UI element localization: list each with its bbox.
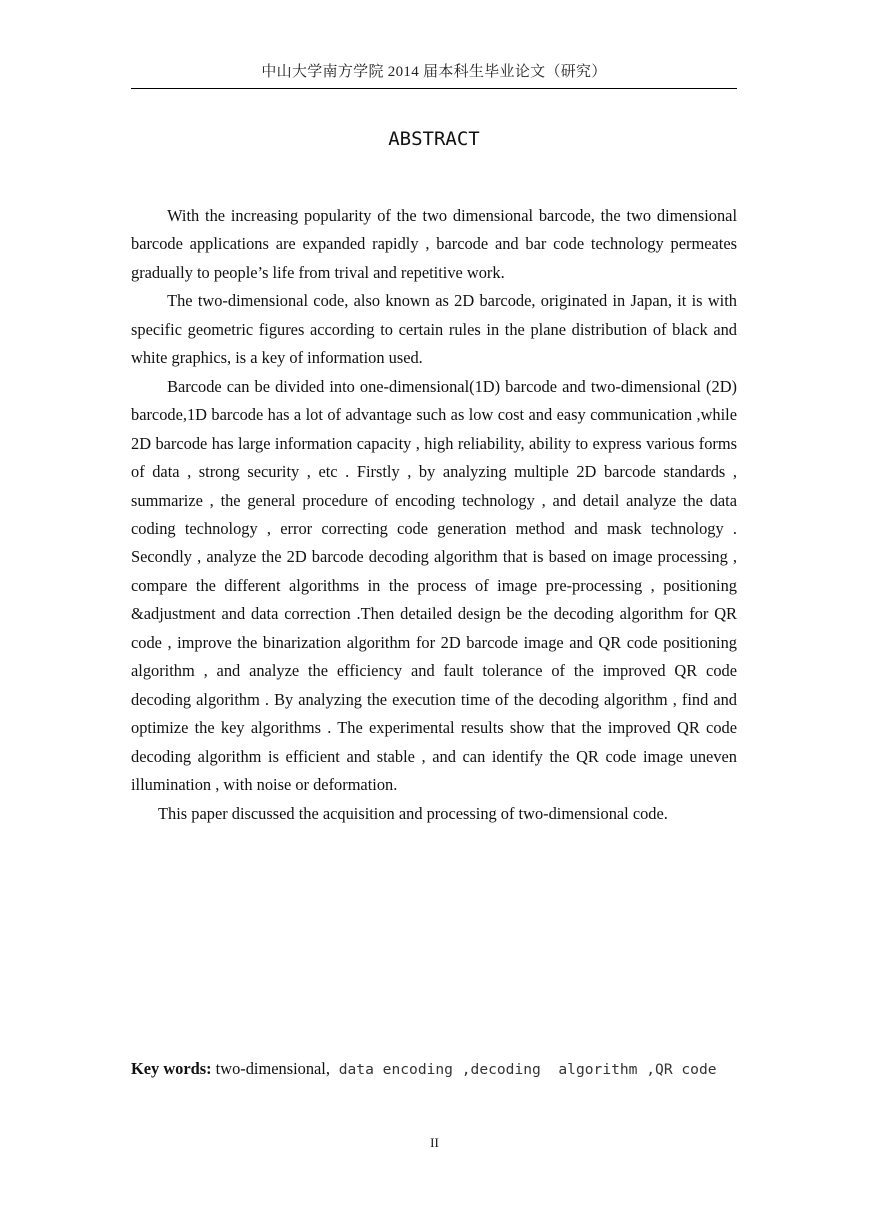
keywords-rest: data encoding ,decoding algorithm ,QR code bbox=[329, 1061, 717, 1078]
abstract-paragraph-1: With the increasing popularity of the two dimensional barcode, the two dimensional barcode applications are expanded rapidly , barcode and bar code technology permeates gradually to people’s life from trival and repetitive work. bbox=[131, 206, 737, 282]
abstract-body bbox=[131, 202, 737, 828]
abstract-paragraph-2: The two-dimensional code, also known as 2D barcode, originated in Japan, it is with specific geometric figures according to certain rules in the plane distribution of black and white graphics, is a key of information used. bbox=[131, 291, 737, 368]
keywords-first: two-dimensional, bbox=[211, 1059, 330, 1078]
keywords-line bbox=[131, 1056, 751, 1083]
abstract-title: ABSTRACT bbox=[388, 128, 480, 150]
abstract-paragraph-4: This paper discussed the acquisition and processing of two-dimensional code. bbox=[158, 803, 668, 823]
page-number: II bbox=[430, 1135, 439, 1150]
running-header: 中山大学南方学院 2014 届本科生毕业论文（研究） bbox=[261, 64, 607, 80]
header-rule bbox=[131, 88, 737, 89]
abstract-paragraph-3: Barcode can be divided into one-dimensional(1D) barcode and two-dimensional (2D) barcode,1D barcode has a lot of advantage such as low cost and easy communication ,while 2D barcode has large information capacity , high reliability, ability to express various forms of data , strong security , etc . Firstly , by analyzing multiple 2D barcode standards , summarize , the general procedure of encoding technology , and detail analyze the data coding technology , error correcting code generation method and mask technology . Secondly , analyze the 2D barcode decoding algorithm that is based on image processing , compare the different algorithms in the process of image pre-processing , positioning &adjustment and data correction .Then detailed design be the decoding algorithm for QR code , improve the binarization algorithm for 2D barcode image and QR code positioning algorithm , and analyze the efficiency and fault tolerance of the improved QR code decoding algorithm . By analyzing the execution time of the decoding algorithm , find and optimize the key algorithms . The experimental results show that the improved QR code decoding algorithm is efficient and stable , and can identify the QR code image uneven illumination , with noise or deformation. bbox=[131, 376, 737, 795]
keywords-label: Key words: bbox=[131, 1059, 212, 1078]
